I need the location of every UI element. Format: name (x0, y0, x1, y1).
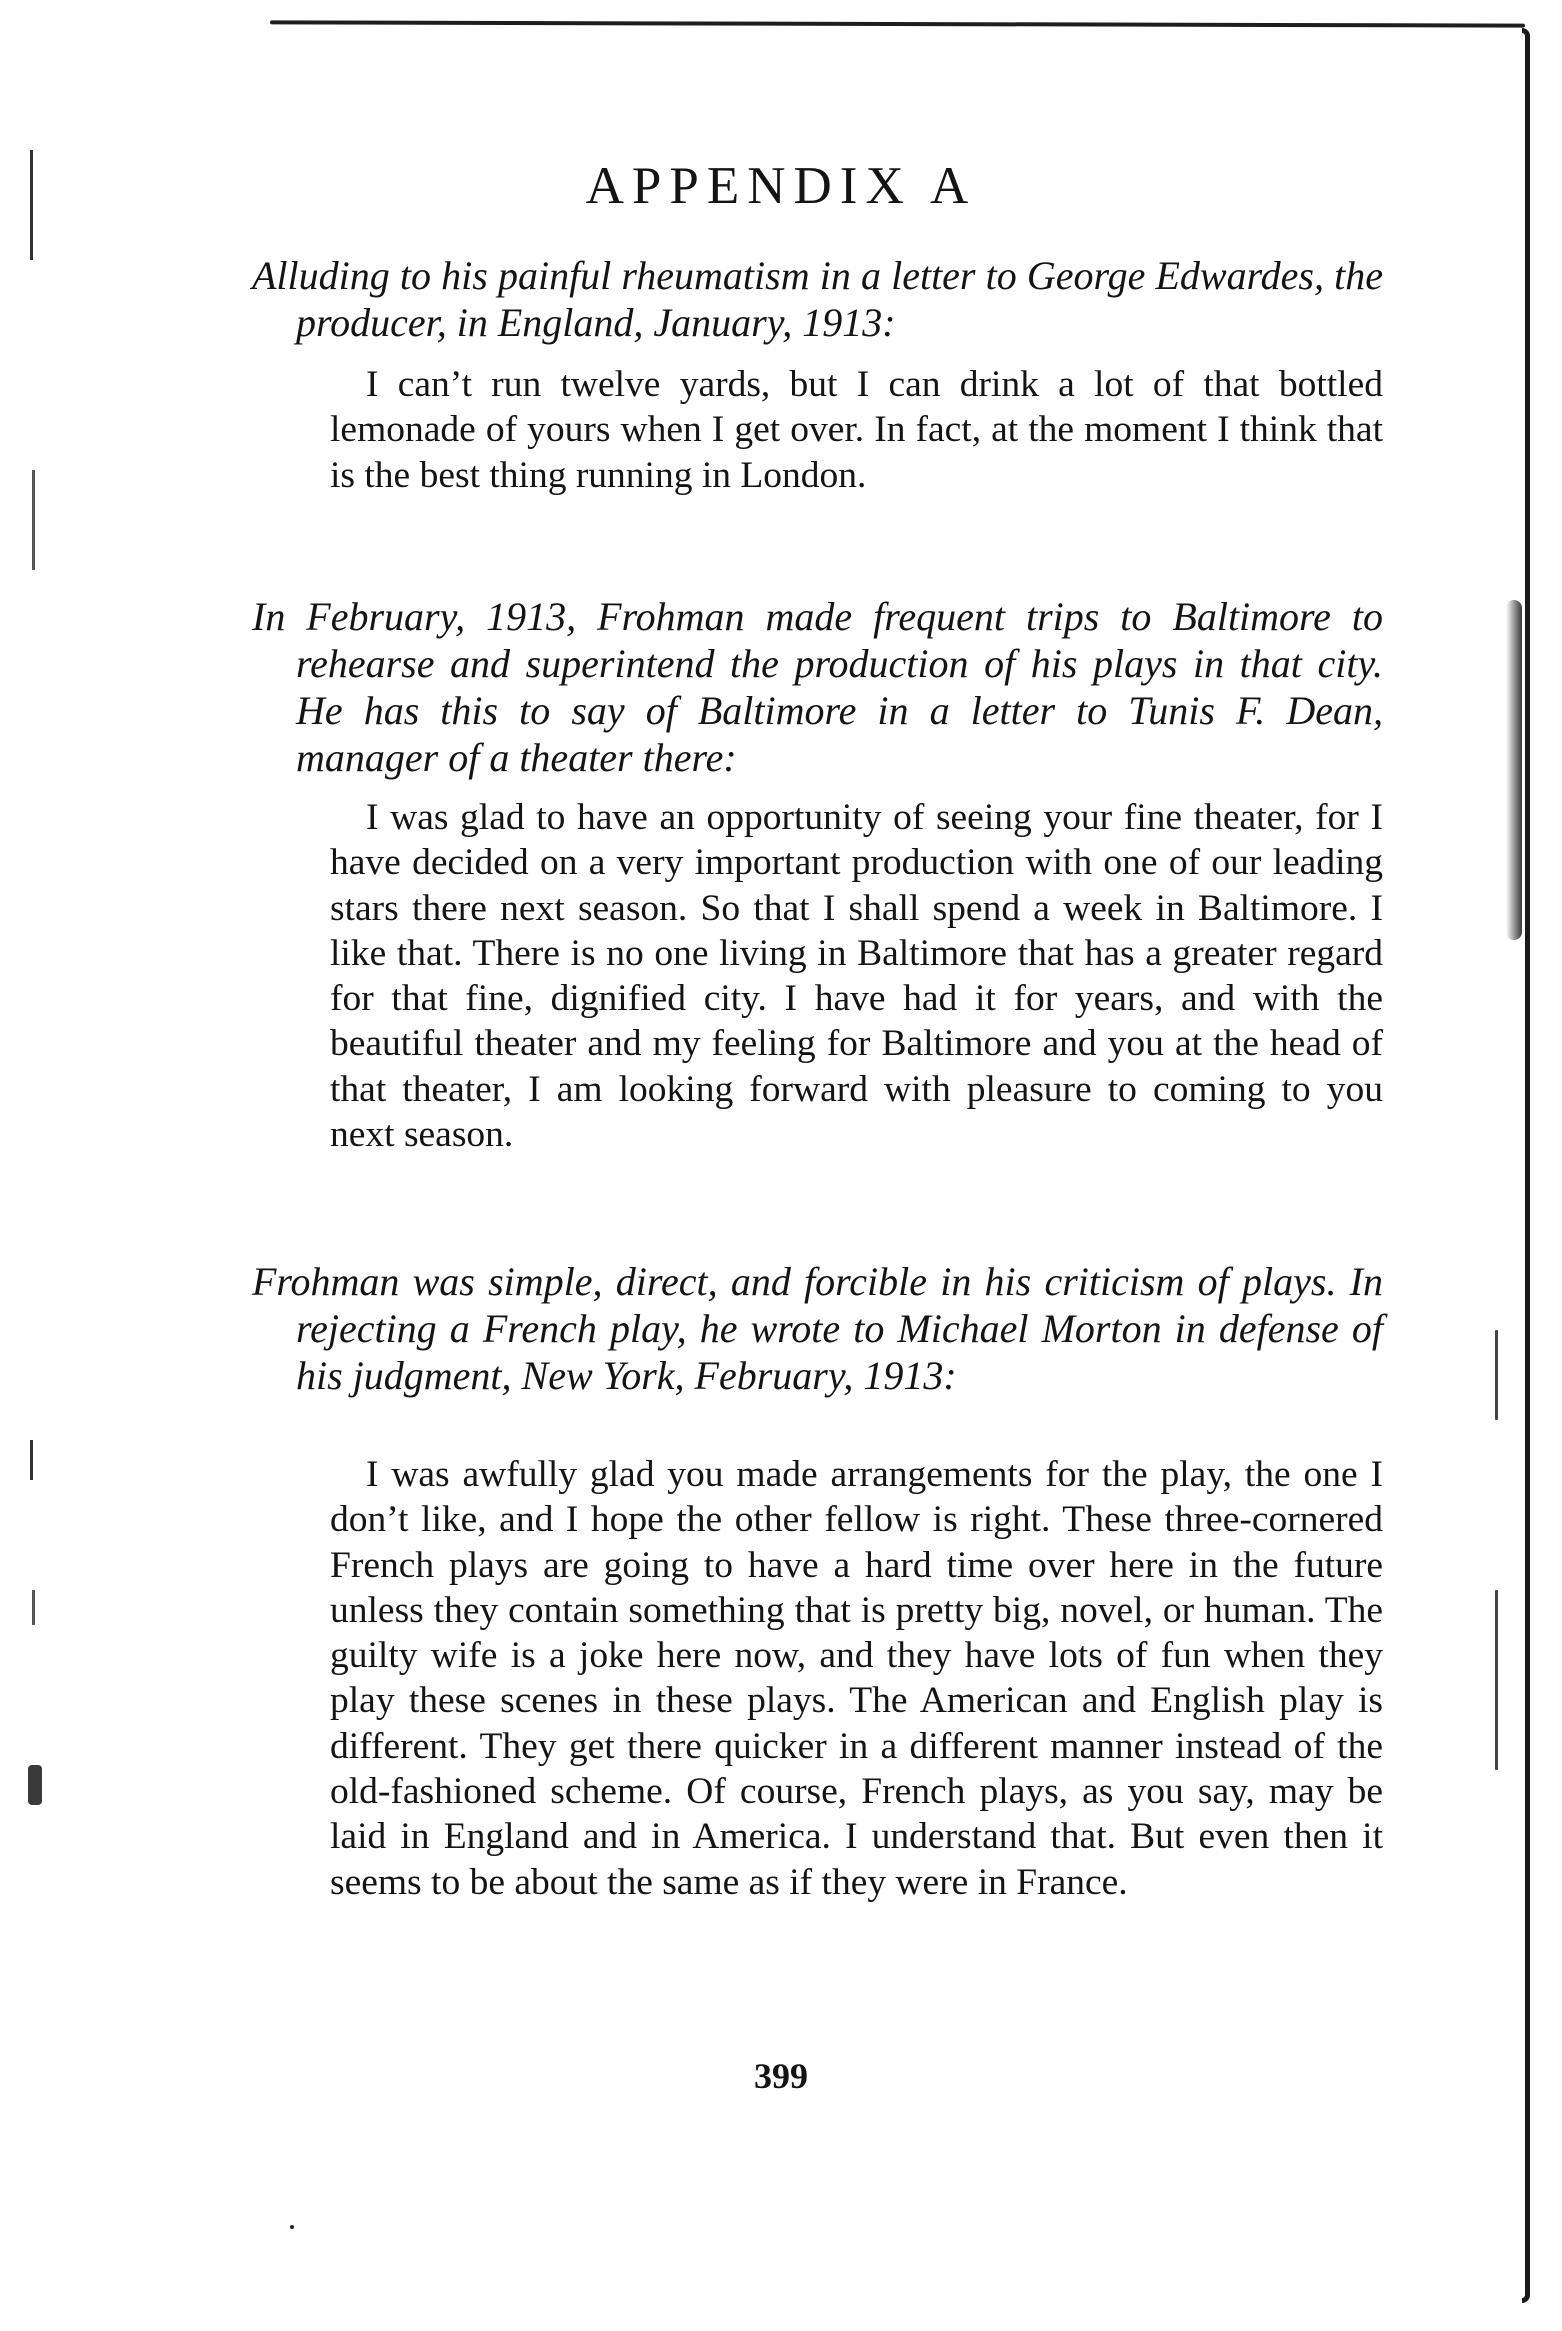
scan-speck (28, 1765, 42, 1805)
scan-left-mark (30, 1440, 33, 1480)
entry-2-intro: In February, 1913, Frohman made frequent trips to Baltimore to rehearse and superintend the production of his plays in that city. He has this to say of Baltimore in a letter to Tunis F. Dean, manager of a theater there: (252, 594, 1383, 780)
scan-binding-shadow (1506, 600, 1522, 940)
appendix-heading: APPENDIX A (585, 157, 977, 215)
page-number: 399 (754, 2056, 808, 2096)
scan-left-mark (32, 470, 35, 570)
entry-3-letter-quote: I was awfully glad you made arrangements for the play, the one I don’t like, and I hope the other fellow is right. These three-cornered French plays are going to have a hard time over here in the future unless they contain something that is pretty big, novel, or human. The guilty wife is a joke here now, and they have lots of fun when they play these scenes in these plays. The American and English play is different. They get there quicker in a different manner instead of the old-fashioned scheme. Of course, French plays, as you say, may be laid in England and in America. I understand that. But even then it seems to be about the same as if they were in France. (330, 1454, 1383, 1903)
scan-speck (1495, 1330, 1498, 1420)
scan-left-mark (32, 1590, 35, 1625)
scan-top-edge (270, 20, 1525, 27)
entry-1-letter-quote: I can’t run twelve yards, but I can drink a lot of that bottled lemonade of yours when I get over. In fact, at the moment I think that is the best thing running in London. (330, 364, 1383, 496)
scan-speck (1495, 1590, 1498, 1770)
scan-speck (290, 2225, 294, 2229)
entry-2-letter-quote: I was glad to have an opportunity of seeing your fine theater, for I have decided on a very important production with one of our leading stars there next season. So that I shall spend a week in Baltimore. I like that. There is no one living in Baltimore that has a greater regard for that fine, dignified city. I have had it for years, and with the beautiful theater and my feeling for Baltimore and you at the head of that theater, I am looking forward with pleasure to coming to you next season. (330, 797, 1383, 1156)
scan-right-edge (1522, 28, 1530, 2303)
entry-3-intro: Frohman was simple, direct, and forcible in his criticism of plays. In rejecting a French play, he wrote to Michael Morton in defense of his judgment, New York, February, 1913: (252, 1259, 1383, 1398)
entry-1-intro: Alluding to his painful rheumatism in a letter to George Edwardes, the producer, in England, January, 1913: (252, 253, 1383, 345)
